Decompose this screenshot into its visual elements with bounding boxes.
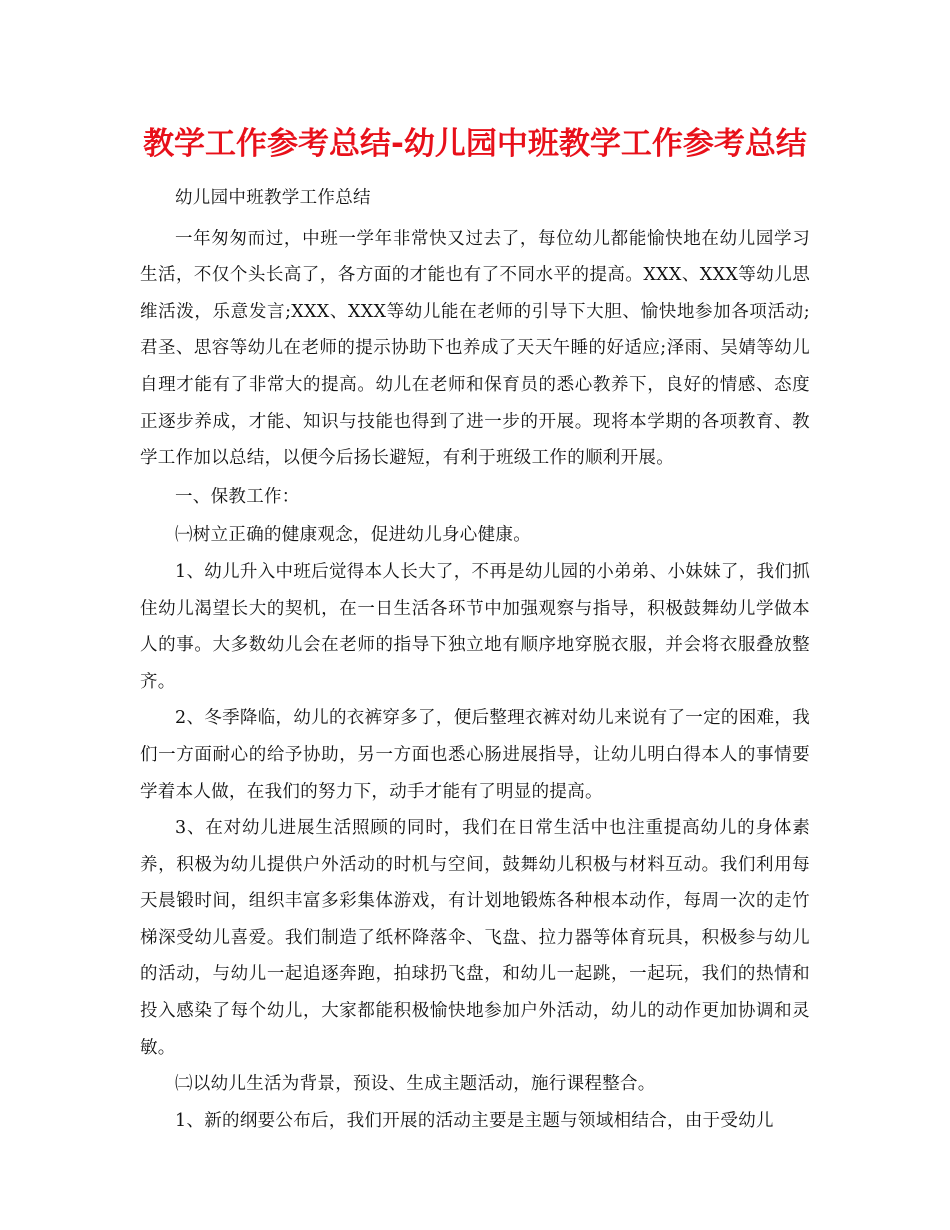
paragraph-item-2: 2、冬季降临，幼儿的衣裤穿多了，便后整理衣裤对幼儿来说有了一定的困难，我们一方面耐心的给予协助，另一方面也悉心肠进展指导，让幼儿明白得本人的事情要学着本人做，在我们的努力下，动手才能有了明显的提高。 (140, 708, 810, 802)
paragraph-item-curriculum-1: 1、新的纲要公布后，我们开展的活动主要是主题与领域相结合，由于受幼儿 (175, 1110, 774, 1131)
paragraph-item-1: 1、幼儿升入中班后觉得本人长大了，不再是幼儿园的小弟弟、小妹妹了，我们抓住幼儿渴望长大的契机，在一日生活各环节中加强观察与指导，积极鼓舞幼儿学做本人的事。大多数幼儿会在老师的指导下独立地有顺序地穿脱衣服，并会将衣服叠放整齐。 (140, 561, 810, 692)
subsection-heading-curriculum: ㈡以幼儿生活为背景，预设、生成主题活动，施行课程整合。 (175, 1074, 656, 1095)
document-body (140, 221, 810, 1140)
document-title: 教学工作参考总结-幼儿园中班教学工作参考总结 (143, 126, 807, 162)
section-heading-care-education: 一、保教工作： (175, 486, 300, 507)
subsection-heading-health: ㈠树立正确的健康观念，促进幼儿身心健康。 (175, 525, 531, 546)
paragraph-intro: 一年匆匆而过，中班一学年非常快又过去了，每位幼儿都能愉快地在幼儿园学习生活，不仅个头长高了，各方面的才能也有了不同水平的提高。XXX、XXX等幼儿思维活泼，乐意发言;XXX、XXX等幼儿能在老师的引导下大胆、愉快地参加各项活动;君圣、思容等幼儿在老师的提示协助下也养成了天天午睡的好适应;泽雨、吴婧等幼儿自理才能有了非常大的提高。幼儿在老师和保育员的悉心教养下，良好的情感、态度正逐步养成，才能、知识与技能也得到了进一步的开展。现将本学期的各项教育、教学工作加以总结，以便今后扬长避短，有利于班级工作的顺利开展。 (140, 228, 810, 469)
paragraph-item-3: 3、在对幼儿进展生活照顾的同时，我们在日常生活中也注重提高幼儿的身体素养，积极为幼儿提供户外活动的时机与空间，鼓舞幼儿积极与材料互动。我们利用每天晨锻时间，组织丰富多彩集体游戏，有计划地锻炼各种根本动作，每周一次的走竹梯深受幼儿喜爱。我们制造了纸杯降落伞、飞盘、拉力器等体育玩具，积极参与幼儿的活动，与幼儿一起追逐奔跑，拍球扔飞盘，和幼儿一起跳，一起玩，我们的热情和投入感染了每个幼儿，大家都能积极愉快地参加户外活动，幼儿的动作更加协调和灵敏。 (140, 818, 810, 1058)
document-subtitle: 幼儿园中班教学工作总结 (175, 188, 371, 208)
